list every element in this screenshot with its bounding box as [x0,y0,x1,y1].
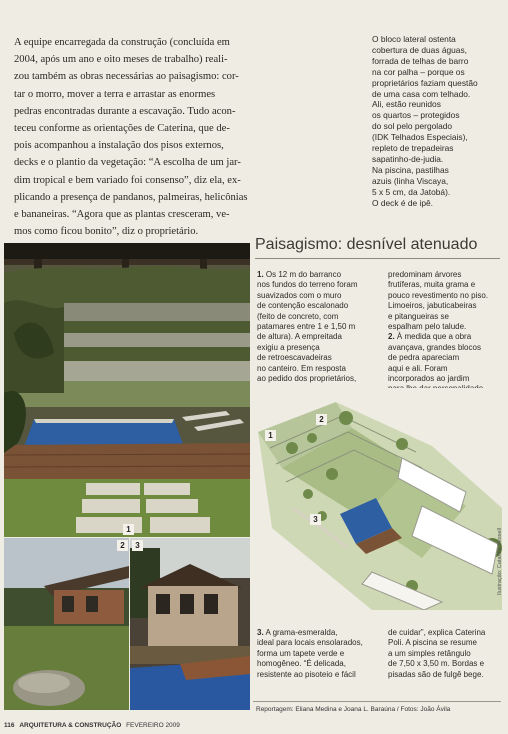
caption-text: À medida que a obra [394,332,472,342]
caption-text: a um simples retângulo [388,648,471,658]
sidebar-line: forrada de telhas de barro [372,55,469,66]
caption-text: incorporados ao jardim [388,374,470,384]
caption-line [388,659,500,669]
caption-col-right-bottom [388,628,500,680]
sidebar-line: (IDK Telhados Especiais), [372,132,468,143]
caption-line [257,659,379,669]
report-credit: Reportagem: Eliana Medina e Joana L. Baraúna / Fotos: João Ávila [256,706,451,713]
intro-line: 2004, após um ano e oito meses de trabalho) reali- [14,54,228,66]
sidebar-caption [372,34,500,209]
caption-text: de cuidar”, explica Caterina [388,628,486,637]
caption-text: Limoeiros, jabuticabeiras [388,301,477,311]
caption-col-left-bottom [257,628,379,680]
sidebar-line: O deck é de ipê. [372,197,433,208]
caption-line [257,301,379,311]
caption-text: espalham pelo talude. [388,322,467,332]
caption-line [257,638,379,648]
caption-text: homogêneo. “É delicada, [257,659,346,669]
sidebar-line: na cor palha – porque os [372,66,465,77]
caption-text: pouco revestimento no piso. [388,290,489,300]
caption-text: Poli. A piscina se resume [388,638,477,648]
caption-line [257,332,379,342]
intro-line: zou também as obras necessárias ao paisagismo: cor- [14,71,239,83]
caption-line [388,670,500,680]
caption-line [257,374,379,384]
caption-text: (feito de concreto, com [257,311,339,321]
sidebar-line: azuis (linha Viscaya, [372,175,449,186]
caption-text: A grama-esmeralda, [263,628,338,637]
intro-line: tar o morro, mover a terra e arrastar as enormes [14,88,216,100]
issue-date: FEVEREIRO 2009 [126,722,180,729]
intro-text [14,34,250,240]
caption-number: 1. [257,270,264,279]
sidebar-line: O bloco lateral ostenta [372,34,456,44]
caption-text: e pitangueiras se [388,311,449,321]
sidebar-line: cobertura de duas águas, [372,44,467,55]
intro-line: decks e o plantio da vegetação: “A escolha de um jar- [14,157,241,169]
caption-line [257,628,379,638]
caption-line [388,270,500,280]
caption-number: 3. [257,628,264,637]
caption-text: forma um tapete verde e [257,648,345,658]
illustration-tag-3: 3 [310,514,321,525]
caption-line [257,343,379,353]
illustration-credit: Ilustração: Catarina Bessell [497,528,503,595]
caption-line [257,270,379,280]
caption-text: ao pedido dos proprietários, [257,374,357,384]
caption-text: resistente ao pisoteio e fácil [257,669,356,679]
caption-line [257,353,379,363]
caption-line [257,670,379,680]
caption-number: 2. [388,332,395,342]
sidebar-line: de uma casa com telhado. [372,88,471,99]
intro-line: pedras encontradas durante a escavação. Tudo acon- [14,105,236,117]
caption-line [388,301,500,311]
sidebar-line: sapatinho-de-judia. [372,153,444,164]
caption-text: exigiu a presença [257,342,320,352]
magazine-name: ARQUITETURA & CONSTRUÇÃO [19,722,122,729]
caption-line [257,322,379,332]
caption-line [257,364,379,374]
sidebar-line: proprietários faziam questão [372,77,478,88]
caption-text: de altura). A empreitada [257,332,342,342]
photo-tag-2: 2 [117,540,128,551]
caption-text: de contenção escalonado [257,301,349,311]
caption-line [388,280,500,290]
caption-text: frutíferas, muita grama e [388,280,476,290]
caption-line [388,638,500,648]
caption-text: de 7,50 x 3,50 m. Bordas e [388,659,485,669]
caption-line [257,649,379,659]
illustration-tag-2: 2 [316,414,327,425]
credit-rule [253,701,501,702]
caption-line [388,312,500,322]
intro-line: dim tropical e bem variado foi consenso”, diz ela, ex- [14,174,241,186]
intro-line: pois acompanhou a instalação dos pisos externos, [14,140,224,152]
intro-line: e bananeiras. “Agora que as plantas cresceram, ve- [14,209,230,221]
intro-line: teceu conforme as orientações de Caterina, que de- [14,123,230,135]
page-footer [4,722,180,729]
garden-pool-photo [4,243,250,537]
sidebar-line: os quartos – protegidos [372,110,460,121]
photo-tag-3: 3 [132,540,143,551]
sidebar-line: 5 x 5 cm, da Jatobá). [372,186,451,197]
caption-text: patamares entre 1 e 1,50 m [257,322,356,332]
caption-col-left-top [257,270,379,384]
caption-line [388,364,500,374]
caption-text: de retroescavadeiras [257,353,332,363]
caption-line [388,322,500,332]
illustration-tag-1: 1 [265,430,276,441]
caption-line [257,291,379,301]
intro-line: A equipe encarregada da construção (concluída em [14,37,230,48]
caption-line [388,649,500,659]
caption-text: nos fundos do terreno foram [257,280,358,290]
intro-line: plicando a presença de pandanos, palmeiras, helicônias [14,191,248,203]
house-lawn-photo [4,538,129,710]
caption-line [257,280,379,290]
caption-line [388,374,500,384]
title-rule [255,258,500,259]
caption-line [388,291,500,301]
panel-title: Paisagismo: desnível atenuado [255,236,478,253]
caption-text: ideal para locais ensolarados, [257,638,363,648]
caption-text: avançava, grandes blocos [388,342,481,352]
house-pool-photo [130,538,250,710]
sidebar-line: do sol pelo pergolado [372,121,453,132]
caption-line [257,312,379,322]
caption-text: pisadas são de fulgê bege. [388,669,484,679]
page-number: 116 [4,722,15,729]
caption-text: suavizados com o muro [257,290,342,300]
intro-line: mos como ficou bonito”, diz o proprietário. [14,226,199,238]
caption-text: no canteiro. Em resposta [257,363,346,373]
sidebar-line: repleto de trepadeiras [372,143,454,154]
caption-line [388,628,500,638]
caption-text: Os 12 m do barranco [263,270,342,279]
sidebar-line: Ali, estão reunidos [372,99,441,110]
caption-text: de pedra apareciam [388,353,460,363]
caption-text: predominam árvores [388,270,462,279]
caption-text: aqui e ali. Foram [388,363,448,373]
caption-line [388,332,500,342]
sidebar-line: Na piscina, pastilhas [372,164,449,175]
caption-line [388,343,500,353]
caption-line [388,353,500,363]
photo-tag-1: 1 [123,524,134,535]
landscape-illustration [252,388,502,610]
